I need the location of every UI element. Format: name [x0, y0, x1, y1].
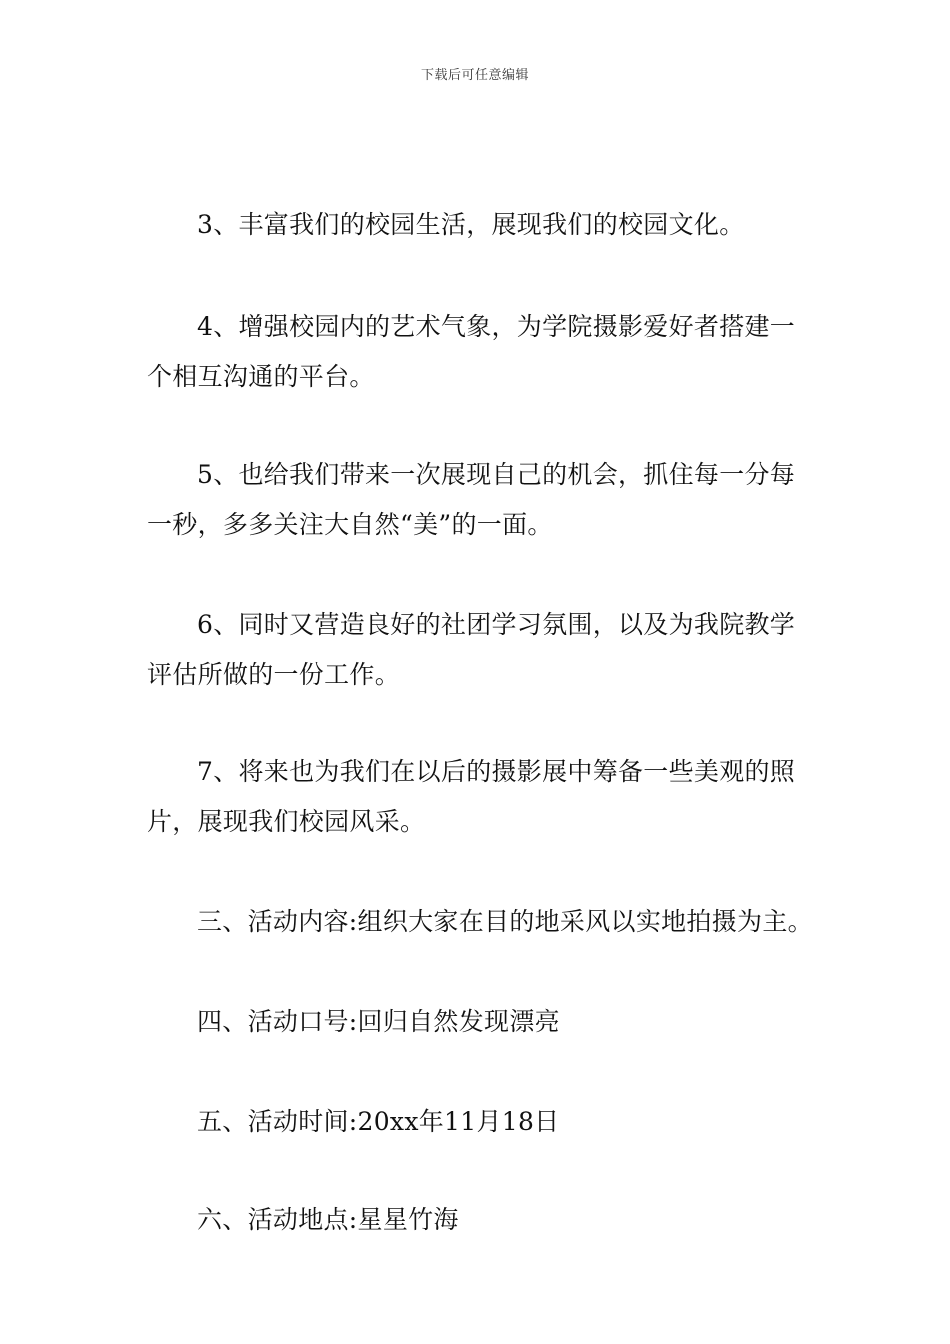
paragraph-item-6: 6、同时又营造良好的社团学习氛围，以及为我院教学评估所做的一份工作。: [147, 610, 796, 689]
paragraph-item-5: 5、也给我们带来一次展现自己的机会，抓住每一分每一秒，多多关注大自然“美”的一面。: [147, 460, 796, 539]
paragraph-item-7: 7、将来也为我们在以后的摄影展中筹备一些美观的照片，展现我们校园风采。: [147, 757, 796, 836]
paragraph-item-4: 4、增强校园内的艺术气象，为学院摄影爱好者搭建一个相互沟通的平台。: [147, 312, 796, 391]
section-activity-slogan: 四、活动口号:回归自然发现漂亮: [197, 1007, 560, 1036]
page-header: 下载后可任意编辑: [420, 68, 529, 83]
paragraph-item-3: 3、丰富我们的校园生活，展现我们的校园文化。: [197, 210, 745, 239]
section-activity-content: 三、活动内容:组织大家在目的地采风以实地拍摄为主。: [197, 907, 813, 936]
section-activity-time: 五、活动时间:20xx年11月18日: [197, 1107, 560, 1136]
section-activity-location: 六、活动地点:星星竹海: [197, 1205, 459, 1234]
